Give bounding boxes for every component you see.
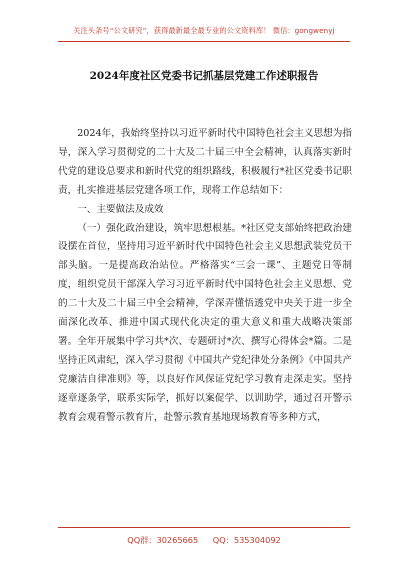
intro-paragraph: 2024年，我始终坚持以习近平新时代中国特色社会主义思想为指导，深入学习贯彻党的二十大及二十届三中全会精神，认真落实新时代党的建设总要求和新时代党的组织路线，积极履行*社区党委书记职责，扎实推进基层党建各项工作，现将工作总结如下： <box>58 128 352 196</box>
footer-divider <box>58 527 350 528</box>
document-title: 2024年度社区党委书记抓基层党建工作述职报告 <box>89 70 319 82</box>
section-heading: 一、主要做法及成效 <box>77 203 164 215</box>
footer-note: QQ群：30265665 QQ：535304092 <box>127 535 281 545</box>
header-note: 关注头条号“公文研究”，获得最新最全最专业的公文资料库！ 微信：gongwenyj <box>73 26 335 35</box>
document-body <box>58 125 352 428</box>
header-divider <box>58 41 350 42</box>
body-paragraph: （一）强化政治建设，筑牢思想根基。*社区党支部始终把政治建设摆在首位，坚持用习近平新时代中国特色社会主义思想武装党员干部头脑。一是提高政治站位。严格落实“三会一课”、主题党日等制度，组织党员干部深入学习习近平新时代中国特色社会主义思想、党的二十大及二十届三中全会精神，学深弄懂悟透党中央关于进一步全面深化改革、推进中国式现代化决定的重大意义和重大战略决策部署。全年开展集中学习共*次、专题研讨*次、撰写心得体会*篇。二是坚持正风肃纪，深入学习贯彻《中国共产党纪律处分条例》《中国共产党廉洁自律准则》等，以良好作风保证党纪学习教育走深走实。坚持逐章逐条学，联系实际学，抓好以案促学、以训助学，通过召开警示教育会观看警示教育片，赴警示教育基地现场教育等多种方式， <box>58 222 352 423</box>
